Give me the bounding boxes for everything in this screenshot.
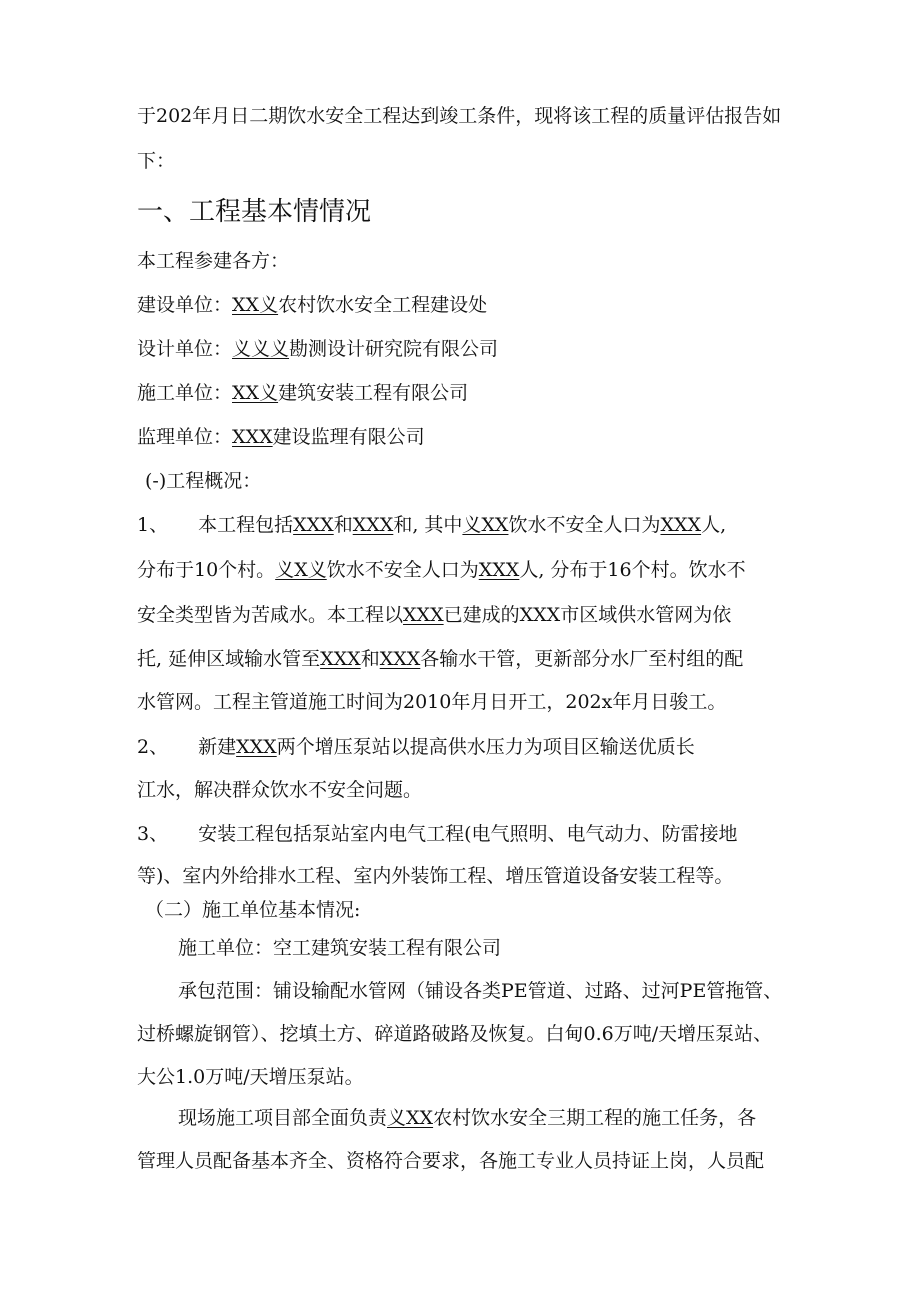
design-unit-placeholder: 义义义 bbox=[232, 338, 290, 360]
text: 和 bbox=[360, 648, 380, 670]
item-1-line-4 bbox=[137, 647, 743, 671]
item-1-number: 1、 bbox=[137, 514, 169, 536]
text: 饮水不安全人口为 bbox=[508, 514, 661, 536]
text: 托, 延伸区域输水管至 bbox=[137, 648, 321, 670]
item-1-line-2 bbox=[137, 558, 746, 582]
construction-unit-line bbox=[137, 381, 468, 405]
placeholder: 义XX bbox=[387, 1107, 434, 1129]
supervision-unit-label: 监理单位： bbox=[137, 426, 233, 448]
construction-unit-placeholder: XX义 bbox=[232, 382, 279, 404]
construction-unit-label: 施工单位： bbox=[137, 382, 233, 404]
scope-line-2: 过桥螺旋钢管）、挖填土方、碎道路破路及恢复。白甸0.6万吨/天增压泵站、 bbox=[137, 1023, 773, 1045]
intro-line-1: 于202年月日二期饮水安全工程达到竣工条件，现将该工程的质量评估报告如 bbox=[137, 105, 782, 127]
item-1-line-1 bbox=[137, 513, 726, 537]
placeholder: XXX bbox=[478, 559, 520, 581]
placeholder: XXX bbox=[352, 514, 394, 536]
item-1-line-5: 水管网。工程主管道施工时间为2010年月日开工，202x年月日骏工。 bbox=[137, 691, 727, 713]
section-heading: 一、工程基本情情况 bbox=[137, 197, 372, 227]
text: 农村饮水安全三期工程的施工任务，各 bbox=[433, 1107, 757, 1129]
text: 人, bbox=[701, 514, 727, 536]
project-dept-line-1 bbox=[178, 1106, 756, 1130]
intro-line-2: 下： bbox=[137, 150, 176, 172]
construction-unit-name: 建筑安装工程有限公司 bbox=[278, 382, 469, 404]
text: 安全类型皆为苦咸水。本工程以 bbox=[137, 604, 404, 626]
item-3-line-2: 等)、室内外给排水工程、室内外装饰工程、增压管道设备安装工程等。 bbox=[137, 865, 734, 887]
text: 已建成的XXX市区域供水管网为依 bbox=[443, 604, 732, 626]
text: 各输水干管，更新部分水厂至村组的配 bbox=[420, 648, 744, 670]
placeholder: XXX bbox=[293, 514, 334, 536]
text: 人, 分布于16个村。饮水不 bbox=[519, 559, 746, 581]
text: 安装工程包括泵站室内电气工程(电气照明、电气动力、防雷接地 bbox=[198, 823, 738, 845]
text: 和, 其中 bbox=[393, 514, 463, 536]
placeholder: 义X义 bbox=[275, 559, 327, 581]
item-1-line-3 bbox=[137, 603, 731, 627]
text: 本工程包括 bbox=[198, 514, 294, 536]
text: 新建 bbox=[198, 736, 237, 758]
construction-unit-info: 施工单位：空工建筑安装工程有限公司 bbox=[178, 937, 502, 959]
parties-intro: 本工程参建各方： bbox=[137, 250, 290, 272]
text: 和 bbox=[333, 514, 353, 536]
placeholder: XXX bbox=[660, 514, 702, 536]
design-unit-line bbox=[137, 337, 498, 361]
design-unit-label: 设计单位： bbox=[137, 338, 233, 360]
build-unit-label: 建设单位： bbox=[137, 294, 233, 316]
scope-line-1: 承包范围：铺设输配水管网（铺设各类PE管道、过路、过河PE管拖管、 bbox=[178, 980, 783, 1002]
item-2-line-1 bbox=[137, 735, 695, 759]
scope-line-3: 大公1.0万吨/天增压泵站。 bbox=[137, 1066, 364, 1088]
text: 饮水不安全人口为 bbox=[326, 559, 479, 581]
placeholder: XXX bbox=[379, 648, 421, 670]
placeholder: XXX bbox=[320, 648, 361, 670]
project-dept-line-2: 管理人员配备基本齐全、资格符合要求，各施工专业人员持证上岗，人员配 bbox=[137, 1150, 765, 1172]
build-unit-name: 农村饮水安全工程建设处 bbox=[278, 294, 488, 316]
text: 两个增压泵站以提高供水压力为项目区输送优质长 bbox=[276, 736, 695, 758]
placeholder: 义XX bbox=[462, 514, 509, 536]
build-unit-line bbox=[137, 293, 487, 317]
design-unit-name: 勘测设计研究院有限公司 bbox=[289, 338, 499, 360]
supervision-unit-name: 建设监理有限公司 bbox=[272, 426, 425, 448]
build-unit-placeholder: XX义 bbox=[232, 294, 279, 316]
placeholder: XXX bbox=[403, 604, 444, 626]
supervision-unit-placeholder: XXX bbox=[232, 426, 273, 448]
supervision-unit-line bbox=[137, 425, 425, 449]
placeholder: XXX bbox=[236, 736, 277, 758]
item-3-line-1 bbox=[137, 822, 738, 846]
subsection-title-2: （二）施工单位基本情况: bbox=[145, 899, 361, 921]
item-2-number: 2、 bbox=[137, 736, 169, 758]
item-3-number: 3、 bbox=[137, 823, 169, 845]
item-2-line-2: 江水，解决群众饮水不安全问题。 bbox=[137, 779, 423, 801]
text: 分布于10个村。 bbox=[137, 559, 276, 581]
subsection-title-1: (-)工程概况： bbox=[145, 470, 262, 492]
text: 现场施工项目部全面负责 bbox=[178, 1107, 388, 1129]
